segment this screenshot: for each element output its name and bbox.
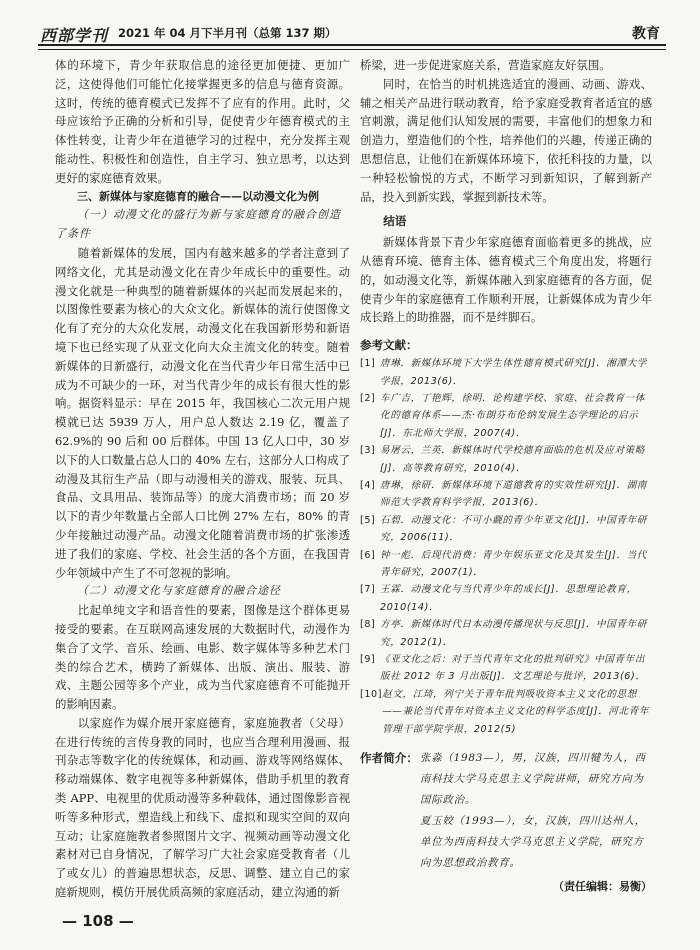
author-bio: 张淼（1983—），男，汉族，四川犍为人，西南科技大学马克思主义学院讲师，研究方向为国际政治。 (420, 752, 646, 807)
header-rule-thin (38, 49, 666, 50)
page-number: — 108 — (62, 912, 134, 930)
reference-text: 车广吉，丁艳辉，徐明．论构建学校、家庭、社会教育一体化的德育体系——杰·布朗芬布伦纳发展生态学理论的启示[J]．东北师大学报，2007(4)． (380, 392, 646, 439)
body-paragraph: 比起单纯文字和语音性的要素，图像是这个群体更易接受的要素。在互联网高速发展的大数据时代，动漫作为集合了文学、音乐、绘画、电影、数字媒体等多种艺术门类的综合艺术，横跨了新媒体、出版、演出、服装、游戏、主题公园等多个产业，成为当代家庭德育不可能抛开的影响因素。 (55, 603, 350, 712)
reference-number: [8] (360, 619, 376, 631)
journal-name: 西部学刊 (40, 26, 109, 45)
reference-number: [10] (360, 688, 383, 700)
page-header (38, 20, 666, 46)
right-column (360, 56, 652, 894)
reference-text: 石碧．动漫文化：不可小觑的青少年亚文化[J]．中国青年研究，2006(11)． (380, 514, 647, 544)
reference-number: [5] (360, 514, 376, 526)
section-heading: 三、新媒体与家庭德育的融合——以动漫文化为例 (77, 189, 319, 203)
reference-text: 王霖．动漫文化与当代青少年的成长[J]．思想理论教育，2010(14)． (380, 584, 637, 613)
reference-item (360, 442, 652, 477)
body-paragraph: 体的环境下，青少年获取信息的途径更加便捷、更加广泛，这使得他们可能忙化接掌握更多的信息与德育资源。这时，传统的德育模式已发挥不了应有的作用。此时，父母应该给予正确的分析和引导，促使青少年德育模式的主体性转变，让青少年在道德学习的过程中，充分发挥主观能动性、积极性和创造性，自主学习、独立思考，以达到更好的家庭德育效果。 (55, 58, 350, 185)
author-bio: 夏玉姣（1993—），女，汉族，四川达州人，单位为西南科技大学马克思主义学院，研究方向为思想政治教育。 (420, 815, 646, 870)
reference-item (360, 512, 652, 547)
reference-item (360, 355, 652, 390)
author-list (420, 748, 652, 874)
references-title: 参考文献： (360, 338, 418, 353)
reference-number: [6] (360, 549, 376, 561)
reference-number: [3] (360, 445, 376, 457)
body-paragraph: 桥梁，进一步促进家庭关系，营造家庭友好氛围。 (360, 58, 611, 72)
body-paragraph: 新媒体背景下青少年家庭德育面临着更多的挑战，应从德育环境、德育主体、德育模式三个角度出发，将题行的，如动漫文化等，新媒体融入到家庭德育的各方面，促使青少年的家庭德育工作顺利开展，让新媒体成为青少年成长路上的助推器，而不是绊脚石。 (360, 235, 652, 325)
reference-item (360, 547, 652, 582)
subsection-heading: （一）动漫文化的盛行为新与家庭德育的融合创造了条件 (55, 208, 341, 241)
reference-number: [1] (360, 358, 376, 370)
reference-item (360, 651, 652, 686)
reference-number: [7] (360, 584, 376, 596)
header-rule (38, 44, 666, 46)
body-paragraph: 以家庭作为媒介展开家庭德育，家庭施教者（父母）在进行传统的言传身教的同时，也应当合理利用漫画、报刊杂志等数字化的传统媒体，和动画、游戏等网络媒体、移动端媒体、数字电视等多种新媒体，借助手机里的教育类 APP、电视里的优质动漫等多种载体，通过图像影音视听等多种形式，塑造线上和线下、虚拟和现实空间的双向互动；让家庭施教者参照图片文字、视频动画等动漫文化素材对已自身情况，了解学习广大社会家庭受教育者（儿了或女儿）的普遍思想状态，反思、调整、建立自己的家庭新规则，模仿开展优质高频的家庭活动，建立沟通的新 (55, 715, 350, 900)
conclusion-heading: 结语 (383, 214, 407, 229)
reference-item (360, 390, 652, 442)
body-paragraph: 同时，在恰当的时机挑选适宜的漫画、动画、游戏、辅之相关产品进行联动教育，给予家庭受教育者适宜的感官刺激，满足他们认知发展的需要，丰富他们的想象力和创造力，塑造他们的个性，培养他们的兴趣，传递正确的思想信息，让他们在新媒体环境下，依托科技的力量，以一种轻松愉悦的方式，不断学习到新知识，了解到新产品，投入到新实践，掌握到新技术等。 (360, 76, 652, 204)
reference-text: 赵文，江琦，列宁关于青年批判吸收资本主义文化的思想——兼论当代青年对资本主义文化的科学态度[J]．河北青年管理干部学院学报，2012(5) (382, 688, 650, 735)
reference-text: 唐琳，徐研．新媒体环境下道德教育的实效性研究[J]．湖南师范大学教育科学学报，2013(6)． (380, 480, 647, 509)
reference-number: [9] (360, 654, 376, 666)
reference-text: 唐琳．新媒体环境下大学生体性德育模式研究[J]．湘潭大学学报，2013(6)． (380, 358, 647, 387)
reference-text: 钟一彪．后现代消费：青少年娱乐亚文化及其发生[J]．当代青年研究，2007(1)． (380, 549, 647, 579)
reference-text: 易屠云，兰英．新媒体时代学校德育面临的危机及应对策略[J]．高等教育研究，2010(4)． (380, 445, 646, 474)
reference-list (360, 355, 652, 738)
author-label: 作者简介： (360, 751, 418, 766)
reference-number: [2] (360, 392, 376, 404)
body-paragraph: 随着新媒体的发展，国内有越来越多的学者注意到了网络文化，尤其是动漫文化在青少年成长中的重要性。动漫文化就是一种典型的随着新媒体的兴起而发展起来的，以图像性要素为核心的大众文化。新媒体的流行使图像文化有了充分的大众化发展，动漫文化在我国新形势和新语境下也已经实现了从亚文化向大众主流文化的转变。随着新媒体的日新盛行，动漫文化在当代青少年日常生活中已成为不可缺少的一环，对当代青少年的成长有很大性的影响。据资料显示：早在 2015 年，我国核心二次元用户规模就已达 5939 万人，用户总人数达 2.19 亿，覆盖了 62.9%的 90 后和 00 后群体。中国 13 亿人口中，30 岁以下的人口数量占总人口的 40% 左右，这部分人口构成了动漫及其衍生产品（即与动漫相关的游戏、服装、玩具、食品、文具用品、装饰品等）的庞大消费市场；而 20 岁以下的青少年数量占全部人口比例 27% 左右，80% 的青少年接触过动漫产品。动漫文化随着消费市场的扩张渗透进了我们的家庭、学校、社会生活的各个方面，在我国青少年领域中产生了不可忽视的影响。 (55, 245, 350, 580)
responsible-editor: （责任编辑：易衡） (553, 880, 652, 894)
reference-text: 《亚文化之后：对于当代青年文化的批判研究》中国青年出版社 2012 年 3 月出版[J]．文艺理论与批评，2013(6)． (380, 654, 646, 683)
reference-item (360, 477, 652, 512)
reference-item (360, 616, 652, 651)
reference-item (360, 581, 652, 616)
issue-info: 2021 年 04 月下半月刊（总第 137 期） (118, 26, 337, 40)
reference-text: 方亭．新媒体时代日本动漫传播现状与反思[J]．中国青年研究，2012(1)． (380, 619, 647, 648)
reference-item (360, 686, 652, 738)
section-label: 教育 (632, 26, 660, 42)
left-column (55, 56, 350, 902)
author-info (360, 748, 652, 874)
reference-number: [4] (360, 480, 376, 491)
subsection-heading: （二）动漫文化与家庭德育的融合途径 (77, 584, 281, 598)
